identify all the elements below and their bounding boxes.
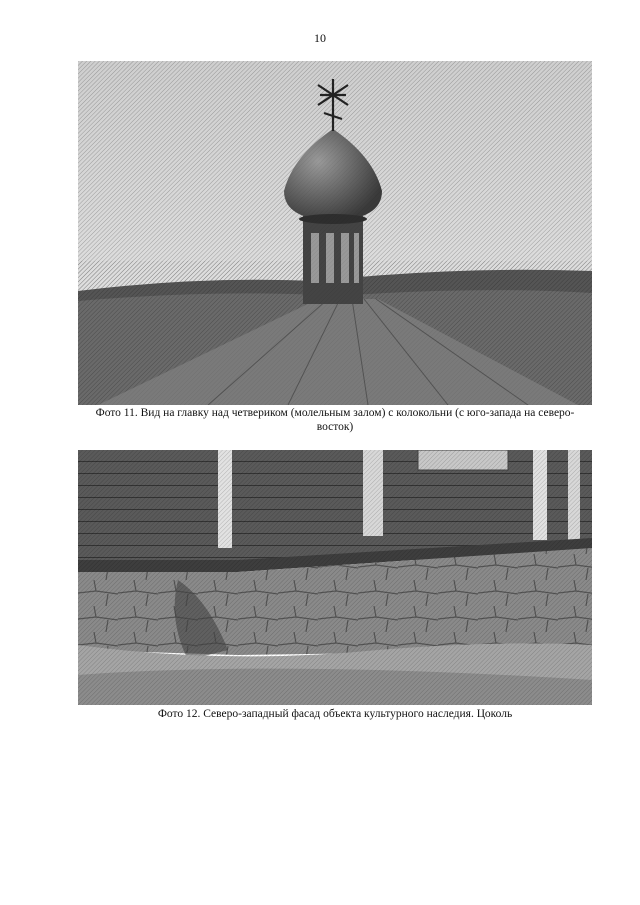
caption-photo-11: Фото 11. Вид на главку над четвериком (молельным залом) с колокольни (с юго-запада на северо-восток) (95, 407, 575, 433)
dome-photo-image (78, 61, 592, 405)
photo-dome (78, 61, 592, 405)
plinth-photo-image (78, 450, 592, 705)
photo-plinth (78, 450, 592, 705)
page-number: 10 (314, 31, 326, 45)
caption-photo-12: Фото 12. Северо-западный фасад объекта культурного наследия. Цоколь (157, 708, 513, 720)
